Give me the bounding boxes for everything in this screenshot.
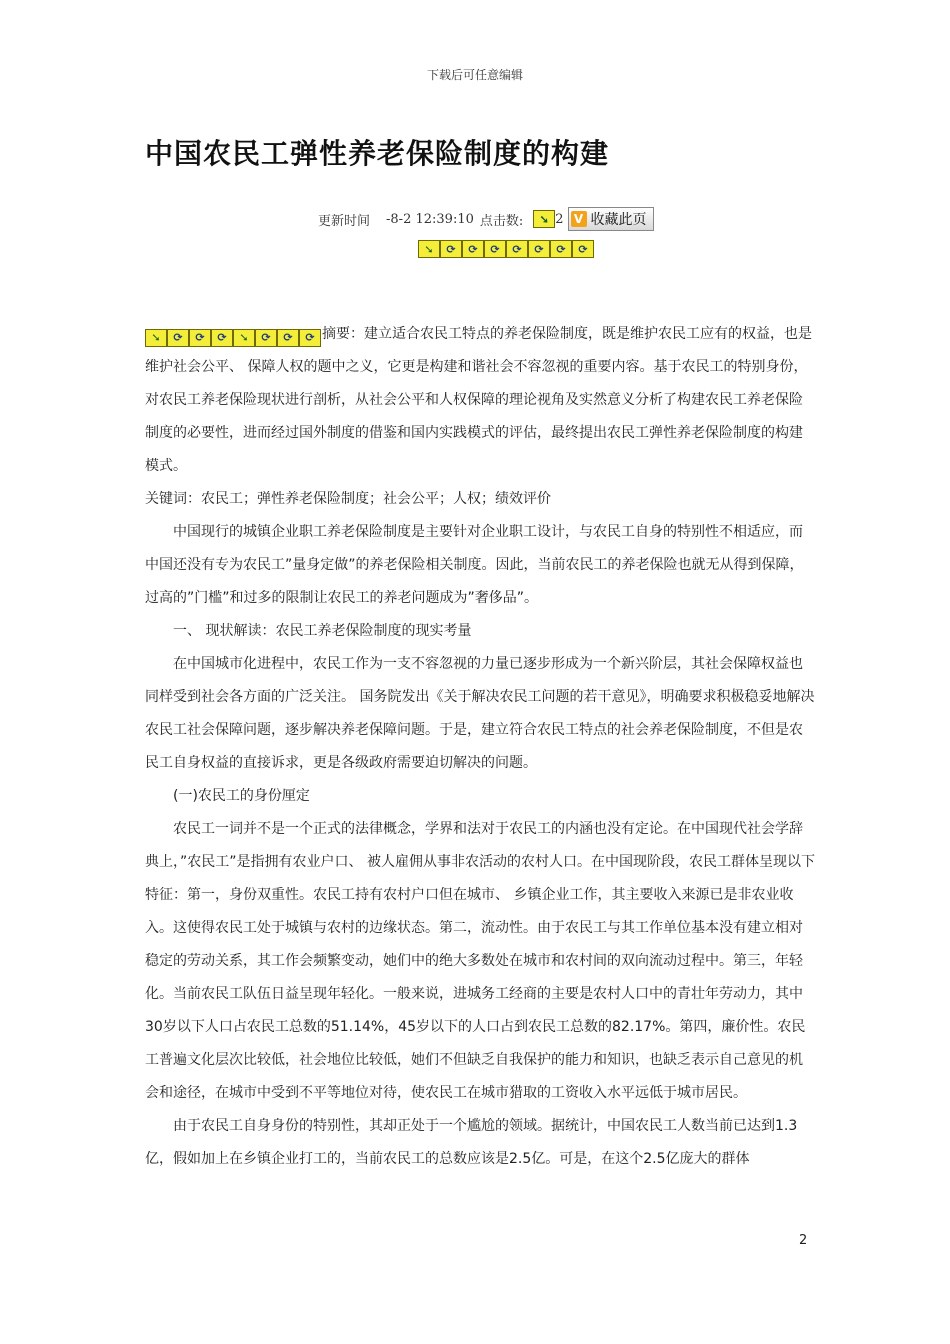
clicks-label: 点击数: xyxy=(479,213,524,229)
counter-digit-icon: ⟳ xyxy=(189,329,211,347)
counter-digit-icon: ⟳ xyxy=(167,329,189,347)
page-title: 中国农民工弹性养老保险制度的构建 xyxy=(145,137,610,170)
counter-icon-strip xyxy=(533,210,555,228)
counter-digit-icon: ⟳ xyxy=(462,240,484,258)
v-logo-icon: V xyxy=(571,211,587,227)
body-paragraph: 由于农民工自身身份的特别性，其却正处于一个尴尬的领域。据统计，中国农民工人数当前已达到1.3亿，假如加上在乡镇企业打工的，当前农民工的总数应该是2.5亿。可是，在这个2.5亿庞大的群体 xyxy=(145,1118,798,1167)
counter-digit-icon: ⟳ xyxy=(484,240,506,258)
update-label: 更新时间 xyxy=(318,213,371,229)
body-paragraph: 中国现行的城镇企业职工养老保险制度是主要针对企业职工设计，与农民工自身的特别性不相适应，而中国还没有专为农民工”量身定做”的养老保险相关制度。因此，当前农民工的养老保险也就无从得到保障，过高的”门槛”和过多的限制让农民工的养老问题成为”奢侈品”。 xyxy=(145,524,804,606)
section-heading: 一、 现状解读：农民工养老保险制度的现实考量 xyxy=(173,623,472,639)
subsection-heading: (一)农民工的身份厘定 xyxy=(173,788,310,804)
counter-digit-icon: ⟳ xyxy=(299,329,321,347)
counter-digit-icon: ➘ xyxy=(145,329,167,347)
counter-digit-icon: ⟳ xyxy=(440,240,462,258)
counter-digit-icon: ⟳ xyxy=(550,240,572,258)
update-value: -8-2 12:39:10 xyxy=(386,211,474,227)
abstract-text: 摘要：建立适合农民工特点的养老保险制度，既是维护农民工应有的权益，也是维护社会公平、 保障人权的题中之义，它更是构建和谐社会不容忽视的重要内容。基于农民工的特别身份，对农民工养老保险现状进行剖析，从社会公平和人权保障的理论视角及实然意义分析了构建农民工养老保险制度的必要性，进而经过国外制度的借鉴和国内实践模式的评估，最终提出农民工弹性养老保险制度的构建模式。 xyxy=(145,326,812,474)
body-paragraph: 农民工一词并不是一个正式的法律概念，学界和法对于农民工的内涵也没有定论。在中国现代社会学辞典上，”农民工”是指拥有农业户口、 被人雇佣从事非农活动的农村人口。在中国现阶段，农民工群体呈现以下特征：第一，身份双重性。农民工持有农村户口但在城市、 乡镇企业工作，其主要收入来源已是非农业收入。这使得农民工处于城镇与农村的边缘状态。第二，流动性。由于农民工与其工作单位基本没有建立相对稳定的劳动关系，其工作会频繁变动，她们中的绝大多数处在城市和农村间的双向流动过程中。第三，年轻化。当前农民工队伍日益呈现年轻化。一般来说，进城务工经商的主要是农村人口中的青壮年劳动力，其中30岁以下人口占农民工总数的51.14%，45岁以下的人口占到农民工总数的82.17%。第四，廉价性。农民工普遍文化层次比较低，社会地位比较低，她们不但缺乏自我保护的能力和知识，也缺乏表示自己意见的机会和途径，在城市中受到不平等地位对待，使农民工在城市猎取的工资收入水平远低于城市居民。 xyxy=(145,821,815,1101)
inline-icon-strip xyxy=(145,329,321,347)
counter-digit-icon: ⟳ xyxy=(277,329,299,347)
article-body xyxy=(145,318,815,1176)
counter-digit-icon: ➘ xyxy=(233,329,255,347)
counter-digit-icon: ⟳ xyxy=(572,240,594,258)
clicks-value: 2 xyxy=(555,211,564,227)
page-number: 2 xyxy=(799,1233,808,1248)
favorite-label: 收藏此页 xyxy=(590,212,647,228)
counter-icon-row xyxy=(418,240,594,258)
counter-digit-icon: ➘ xyxy=(533,210,555,228)
counter-digit-icon: ⟳ xyxy=(211,329,233,347)
header-note: 下载后可任意编辑 xyxy=(426,68,523,82)
counter-digit-icon: ⟳ xyxy=(506,240,528,258)
favorite-button[interactable] xyxy=(568,207,654,231)
counter-digit-icon: ⟳ xyxy=(255,329,277,347)
keywords-line: 关键词：农民工；弹性养老保险制度；社会公平；人权；绩效评价 xyxy=(145,491,551,507)
counter-digit-icon: ➘ xyxy=(418,240,440,258)
counter-digit-icon: ⟳ xyxy=(528,240,550,258)
body-paragraph: 在中国城市化进程中，农民工作为一支不容忽视的力量已逐步形成为一个新兴阶层，其社会保障权益也同样受到社会各方面的广泛关注。 国务院发出《关于解决农民工问题的若干意见》，明确要求积极稳妥地解决农民工社会保障问题，逐步解决养老保障问题。于是，建立符合农民工特点的社会养老保险制度，不但是农民工自身权益的直接诉求，更是各级政府需要迫切解决的问题。 xyxy=(145,656,815,771)
abstract-paragraph xyxy=(145,318,815,483)
article-meta xyxy=(318,206,654,232)
